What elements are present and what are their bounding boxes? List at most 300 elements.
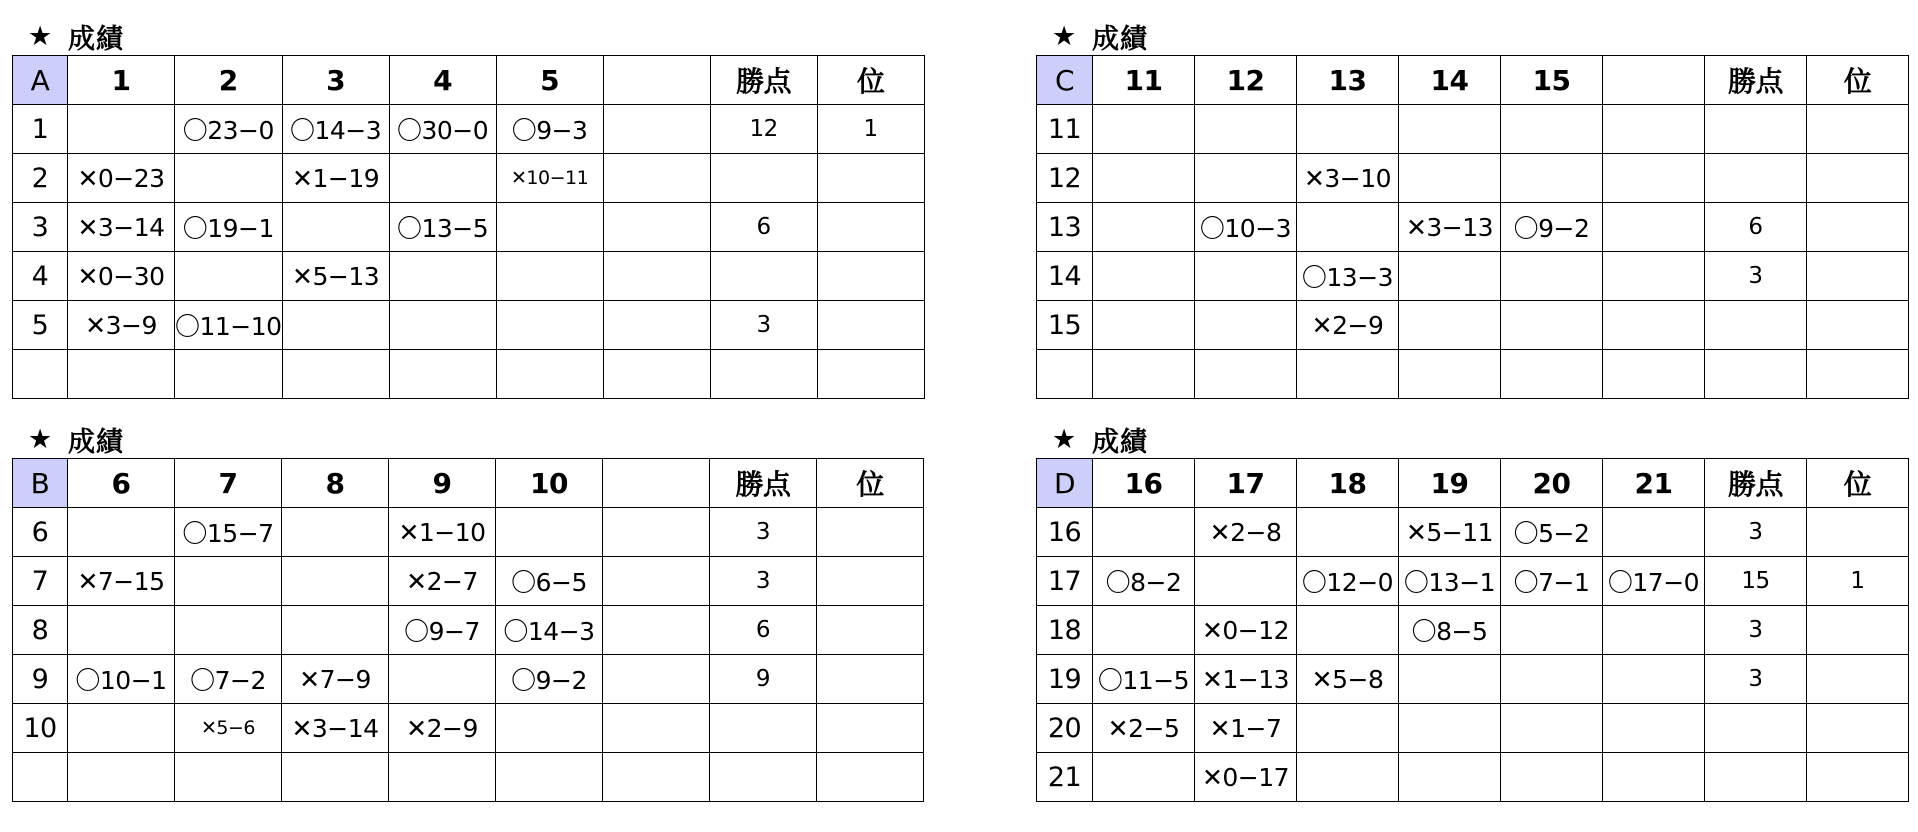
star-icon: ★	[28, 21, 53, 52]
result-cell	[1603, 301, 1705, 350]
table-row	[1037, 557, 1909, 606]
points-cell: 6	[710, 606, 817, 655]
result-cell: 〇9−2	[1501, 203, 1603, 252]
rank-cell	[817, 557, 924, 606]
result-cell	[1501, 753, 1603, 802]
result-cell: ✕3−13	[1399, 203, 1501, 252]
row-label: 8	[13, 606, 68, 655]
result-cell: ✕5−13	[282, 252, 389, 301]
column-header: 3	[282, 56, 389, 105]
result-cell: ✕5−11	[1399, 508, 1501, 557]
result-cell	[1093, 606, 1195, 655]
points-cell: 12	[710, 105, 817, 154]
points-cell: 15	[1705, 557, 1807, 606]
rank-cell	[817, 655, 924, 704]
result-cell: ✕3−9	[68, 301, 175, 350]
result-cell	[603, 753, 710, 802]
result-cell	[1501, 301, 1603, 350]
column-header: 4	[389, 56, 496, 105]
row-label	[13, 753, 68, 802]
table-row	[13, 704, 924, 753]
star-icon: ★	[28, 424, 53, 455]
result-cell	[175, 753, 282, 802]
result-cell	[1603, 154, 1705, 203]
result-cell: 〇17−0	[1603, 557, 1705, 606]
group-a-section	[12, 18, 925, 399]
rank-header: 位	[817, 56, 924, 105]
rank-cell	[1807, 704, 1909, 753]
column-header: 6	[68, 459, 175, 508]
results-table-b	[12, 458, 924, 802]
result-cell	[1501, 704, 1603, 753]
result-cell	[1399, 301, 1501, 350]
column-header: 20	[1501, 459, 1603, 508]
result-cell	[389, 301, 496, 350]
result-cell	[282, 557, 389, 606]
row-label: 7	[13, 557, 68, 606]
result-cell	[1093, 154, 1195, 203]
rank-header: 位	[1807, 56, 1909, 105]
result-cell	[1093, 753, 1195, 802]
row-label: 2	[13, 154, 68, 203]
table-row	[13, 508, 924, 557]
row-label: 15	[1037, 301, 1093, 350]
table-row	[13, 350, 925, 399]
table-row	[13, 203, 925, 252]
result-cell: ✕5−6	[175, 704, 282, 753]
table-row	[13, 154, 925, 203]
result-cell: 〇13−3	[1297, 252, 1399, 301]
rank-cell	[817, 203, 924, 252]
result-cell	[1603, 606, 1705, 655]
column-header: 12	[1195, 56, 1297, 105]
result-cell	[1501, 350, 1603, 399]
result-cell: ✕2−9	[1297, 301, 1399, 350]
result-cell	[1501, 105, 1603, 154]
column-header: 19	[1399, 459, 1501, 508]
points-cell	[710, 350, 817, 399]
group-label: C	[1037, 56, 1093, 105]
result-cell	[603, 557, 710, 606]
result-cell	[1297, 508, 1399, 557]
points-header: 勝点	[1705, 56, 1807, 105]
result-cell	[282, 203, 389, 252]
table-row	[1037, 252, 1909, 301]
row-label	[1037, 350, 1093, 399]
result-cell	[603, 606, 710, 655]
header-row	[1037, 459, 1909, 508]
column-header: 5	[496, 56, 603, 105]
rank-cell	[1807, 301, 1909, 350]
result-cell: 〇11−5	[1093, 655, 1195, 704]
result-cell	[1297, 105, 1399, 154]
rank-cell: 1	[817, 105, 924, 154]
column-header: 21	[1603, 459, 1705, 508]
result-cell: 〇19−1	[175, 203, 283, 252]
result-cell	[1603, 655, 1705, 704]
points-cell: 6	[1705, 203, 1807, 252]
result-cell: 〇8−2	[1093, 557, 1195, 606]
result-cell	[1501, 154, 1603, 203]
result-cell: ✕3−14	[282, 704, 389, 753]
result-cell	[1297, 203, 1399, 252]
result-cell: 〇14−3	[282, 105, 389, 154]
row-label: 4	[13, 252, 68, 301]
table-row	[1037, 105, 1909, 154]
points-cell	[1705, 753, 1807, 802]
result-cell	[1603, 508, 1705, 557]
section-title: 成績	[1092, 427, 1148, 458]
result-cell: ✕2−9	[389, 704, 496, 753]
points-cell	[710, 252, 817, 301]
group-c-section	[1036, 18, 1909, 399]
result-cell	[1093, 203, 1195, 252]
results-table-c	[1036, 55, 1909, 399]
result-cell: 〇7−2	[175, 655, 282, 704]
result-cell	[1297, 606, 1399, 655]
result-cell	[1093, 252, 1195, 301]
result-cell	[389, 753, 496, 802]
column-header: 14	[1399, 56, 1501, 105]
result-cell	[175, 606, 282, 655]
points-cell: 3	[1705, 508, 1807, 557]
row-label: 1	[13, 105, 68, 154]
result-cell	[603, 350, 710, 399]
points-cell: 3	[1705, 252, 1807, 301]
result-cell: 〇15−7	[175, 508, 282, 557]
column-header	[603, 459, 710, 508]
points-cell: 3	[710, 557, 817, 606]
result-cell	[282, 753, 389, 802]
column-header: 9	[389, 459, 496, 508]
column-header	[603, 56, 710, 105]
result-cell: 〇8−5	[1399, 606, 1501, 655]
result-cell	[175, 154, 283, 203]
result-cell: ✕3−14	[68, 203, 175, 252]
result-cell: 〇10−1	[68, 655, 175, 704]
table-row	[13, 105, 925, 154]
result-cell: ✕5−8	[1297, 655, 1399, 704]
result-cell	[68, 753, 175, 802]
result-cell: ✕1−19	[282, 154, 389, 203]
result-cell: 〇5−2	[1501, 508, 1603, 557]
column-header	[1603, 56, 1705, 105]
result-cell	[1297, 753, 1399, 802]
star-icon: ★	[1052, 424, 1077, 455]
points-cell	[710, 154, 817, 203]
points-cell	[1705, 704, 1807, 753]
result-cell: ✕2−8	[1195, 508, 1297, 557]
result-cell	[1603, 252, 1705, 301]
star-icon: ★	[1052, 21, 1077, 52]
table-row	[1037, 508, 1909, 557]
row-label: 6	[13, 508, 68, 557]
row-label: 18	[1037, 606, 1093, 655]
result-cell	[603, 301, 710, 350]
row-label: 3	[13, 203, 68, 252]
result-cell	[1603, 753, 1705, 802]
rank-cell	[817, 606, 924, 655]
row-label: 20	[1037, 704, 1093, 753]
row-label: 9	[13, 655, 68, 704]
rank-cell	[817, 154, 924, 203]
group-label: B	[13, 459, 68, 508]
result-cell	[1195, 252, 1297, 301]
result-cell	[603, 252, 710, 301]
result-cell	[389, 252, 496, 301]
result-cell	[389, 350, 496, 399]
result-cell	[496, 704, 603, 753]
result-cell	[1195, 105, 1297, 154]
points-cell: 9	[710, 655, 817, 704]
rank-cell	[817, 252, 924, 301]
column-header: 10	[496, 459, 603, 508]
result-cell	[175, 252, 283, 301]
result-cell	[496, 203, 603, 252]
result-cell	[603, 105, 710, 154]
rank-cell	[817, 753, 924, 802]
result-cell	[496, 301, 603, 350]
result-cell	[1195, 154, 1297, 203]
table-row	[1037, 704, 1909, 753]
result-cell	[389, 655, 496, 704]
group-d-title	[1036, 421, 1909, 458]
result-cell	[1297, 704, 1399, 753]
row-label: 21	[1037, 753, 1093, 802]
table-row	[13, 557, 924, 606]
points-cell: 6	[710, 203, 817, 252]
group-d-section	[1036, 421, 1909, 802]
table-row	[13, 301, 925, 350]
row-label: 5	[13, 301, 68, 350]
row-label: 16	[1037, 508, 1093, 557]
result-cell	[175, 557, 282, 606]
points-cell: 3	[710, 301, 817, 350]
row-label: 11	[1037, 105, 1093, 154]
rank-cell	[1807, 508, 1909, 557]
result-cell: 〇7−1	[1501, 557, 1603, 606]
result-cell: ✕0−12	[1195, 606, 1297, 655]
points-cell: 3	[710, 508, 817, 557]
result-cell: 〇6−5	[496, 557, 603, 606]
points-cell: 3	[1705, 655, 1807, 704]
row-label: 14	[1037, 252, 1093, 301]
result-cell	[68, 704, 175, 753]
group-c-title	[1036, 18, 1909, 55]
points-cell	[710, 704, 817, 753]
column-header: 1	[68, 56, 175, 105]
table-row	[13, 606, 924, 655]
result-cell	[389, 154, 496, 203]
result-cell	[1195, 557, 1297, 606]
result-cell	[1195, 301, 1297, 350]
group-b-title	[12, 421, 924, 458]
table-row	[1037, 606, 1909, 655]
header-row	[1037, 56, 1909, 105]
header-row	[13, 56, 925, 105]
group-label: D	[1037, 459, 1093, 508]
rank-cell	[1807, 203, 1909, 252]
points-cell	[710, 753, 817, 802]
result-cell	[1603, 203, 1705, 252]
column-header: 16	[1093, 459, 1195, 508]
result-cell	[68, 350, 175, 399]
result-cell	[603, 203, 710, 252]
result-cell	[1093, 508, 1195, 557]
result-cell: 〇23−0	[175, 105, 283, 154]
row-label	[13, 350, 68, 399]
table-row	[1037, 154, 1909, 203]
table-row	[1037, 655, 1909, 704]
rank-cell	[817, 301, 924, 350]
result-cell: ✕0−17	[1195, 753, 1297, 802]
result-cell	[1399, 655, 1501, 704]
result-cell	[1195, 350, 1297, 399]
result-cell	[1399, 252, 1501, 301]
result-cell: ✕2−5	[1093, 704, 1195, 753]
result-cell	[282, 301, 389, 350]
table-row	[13, 753, 924, 802]
section-title: 成績	[1092, 24, 1148, 55]
result-cell	[603, 655, 710, 704]
table-row	[1037, 350, 1909, 399]
points-cell: 3	[1705, 606, 1807, 655]
column-header: 2	[175, 56, 283, 105]
column-header: 7	[175, 459, 282, 508]
points-header: 勝点	[710, 459, 817, 508]
result-cell	[1093, 350, 1195, 399]
result-cell	[282, 606, 389, 655]
result-cell	[68, 508, 175, 557]
result-cell	[1603, 704, 1705, 753]
row-label: 10	[13, 704, 68, 753]
result-cell: 〇9−3	[496, 105, 603, 154]
result-cell: 〇9−2	[496, 655, 603, 704]
result-cell	[282, 508, 389, 557]
points-header: 勝点	[1705, 459, 1807, 508]
row-label: 12	[1037, 154, 1093, 203]
rank-cell	[1807, 105, 1909, 154]
result-cell	[1399, 350, 1501, 399]
result-cell	[68, 606, 175, 655]
result-cell	[603, 154, 710, 203]
section-title: 成績	[68, 24, 124, 55]
result-cell	[1297, 350, 1399, 399]
result-cell: 〇10−3	[1195, 203, 1297, 252]
result-cell: 〇9−7	[389, 606, 496, 655]
result-cell	[1093, 105, 1195, 154]
points-header: 勝点	[710, 56, 817, 105]
points-cell	[1705, 350, 1807, 399]
result-cell: ✕0−23	[68, 154, 175, 203]
rank-cell	[1807, 655, 1909, 704]
rank-cell	[1807, 350, 1909, 399]
column-header: 18	[1297, 459, 1399, 508]
column-header: 8	[282, 459, 389, 508]
result-cell	[1603, 350, 1705, 399]
result-cell	[175, 350, 283, 399]
result-cell: 〇30−0	[389, 105, 496, 154]
rank-cell	[817, 704, 924, 753]
result-cell: ✕2−7	[389, 557, 496, 606]
result-cell	[496, 753, 603, 802]
column-header: 15	[1501, 56, 1603, 105]
result-cell	[1603, 105, 1705, 154]
result-cell	[603, 704, 710, 753]
result-cell	[496, 508, 603, 557]
result-cell	[603, 508, 710, 557]
column-header: 13	[1297, 56, 1399, 105]
rank-cell	[1807, 753, 1909, 802]
result-cell	[1501, 606, 1603, 655]
rank-cell	[817, 508, 924, 557]
column-header: 11	[1093, 56, 1195, 105]
result-cell: ✕1−10	[389, 508, 496, 557]
rank-cell: 1	[1807, 557, 1909, 606]
result-cell: 〇12−0	[1297, 557, 1399, 606]
points-cell	[1705, 105, 1807, 154]
table-row	[1037, 301, 1909, 350]
rank-header: 位	[1807, 459, 1909, 508]
points-cell	[1705, 154, 1807, 203]
row-label: 17	[1037, 557, 1093, 606]
group-label: A	[13, 56, 68, 105]
rank-cell	[1807, 252, 1909, 301]
result-cell: 〇13−1	[1399, 557, 1501, 606]
result-cell	[1399, 753, 1501, 802]
rank-cell	[1807, 606, 1909, 655]
table-row	[13, 252, 925, 301]
result-cell	[1399, 154, 1501, 203]
table-row	[13, 655, 924, 704]
group-b-section	[12, 421, 924, 802]
result-cell	[1093, 301, 1195, 350]
result-cell: ✕7−15	[68, 557, 175, 606]
result-cell	[282, 350, 389, 399]
result-cell	[1399, 105, 1501, 154]
group-a-title	[12, 18, 925, 55]
result-cell	[496, 252, 603, 301]
results-table-d	[1036, 458, 1909, 802]
result-cell: ✕10−11	[496, 154, 603, 203]
row-label: 13	[1037, 203, 1093, 252]
result-cell: ✕3−10	[1297, 154, 1399, 203]
result-cell	[1501, 252, 1603, 301]
results-table-a	[12, 55, 925, 399]
rank-cell	[1807, 154, 1909, 203]
rank-header: 位	[817, 459, 924, 508]
rank-cell	[817, 350, 924, 399]
row-label: 19	[1037, 655, 1093, 704]
result-cell	[68, 105, 175, 154]
result-cell: 〇11−10	[175, 301, 283, 350]
header-row	[13, 459, 924, 508]
table-row	[1037, 203, 1909, 252]
result-cell: ✕0−30	[68, 252, 175, 301]
section-title: 成績	[68, 427, 124, 458]
result-cell: ✕1−7	[1195, 704, 1297, 753]
result-cell	[496, 350, 603, 399]
result-cell: ✕7−9	[282, 655, 389, 704]
column-header: 17	[1195, 459, 1297, 508]
table-row	[1037, 753, 1909, 802]
result-cell: 〇13−5	[389, 203, 496, 252]
result-cell: 〇14−3	[496, 606, 603, 655]
result-cell	[1501, 655, 1603, 704]
points-cell	[1705, 301, 1807, 350]
result-cell	[1399, 704, 1501, 753]
result-cell: ✕1−13	[1195, 655, 1297, 704]
